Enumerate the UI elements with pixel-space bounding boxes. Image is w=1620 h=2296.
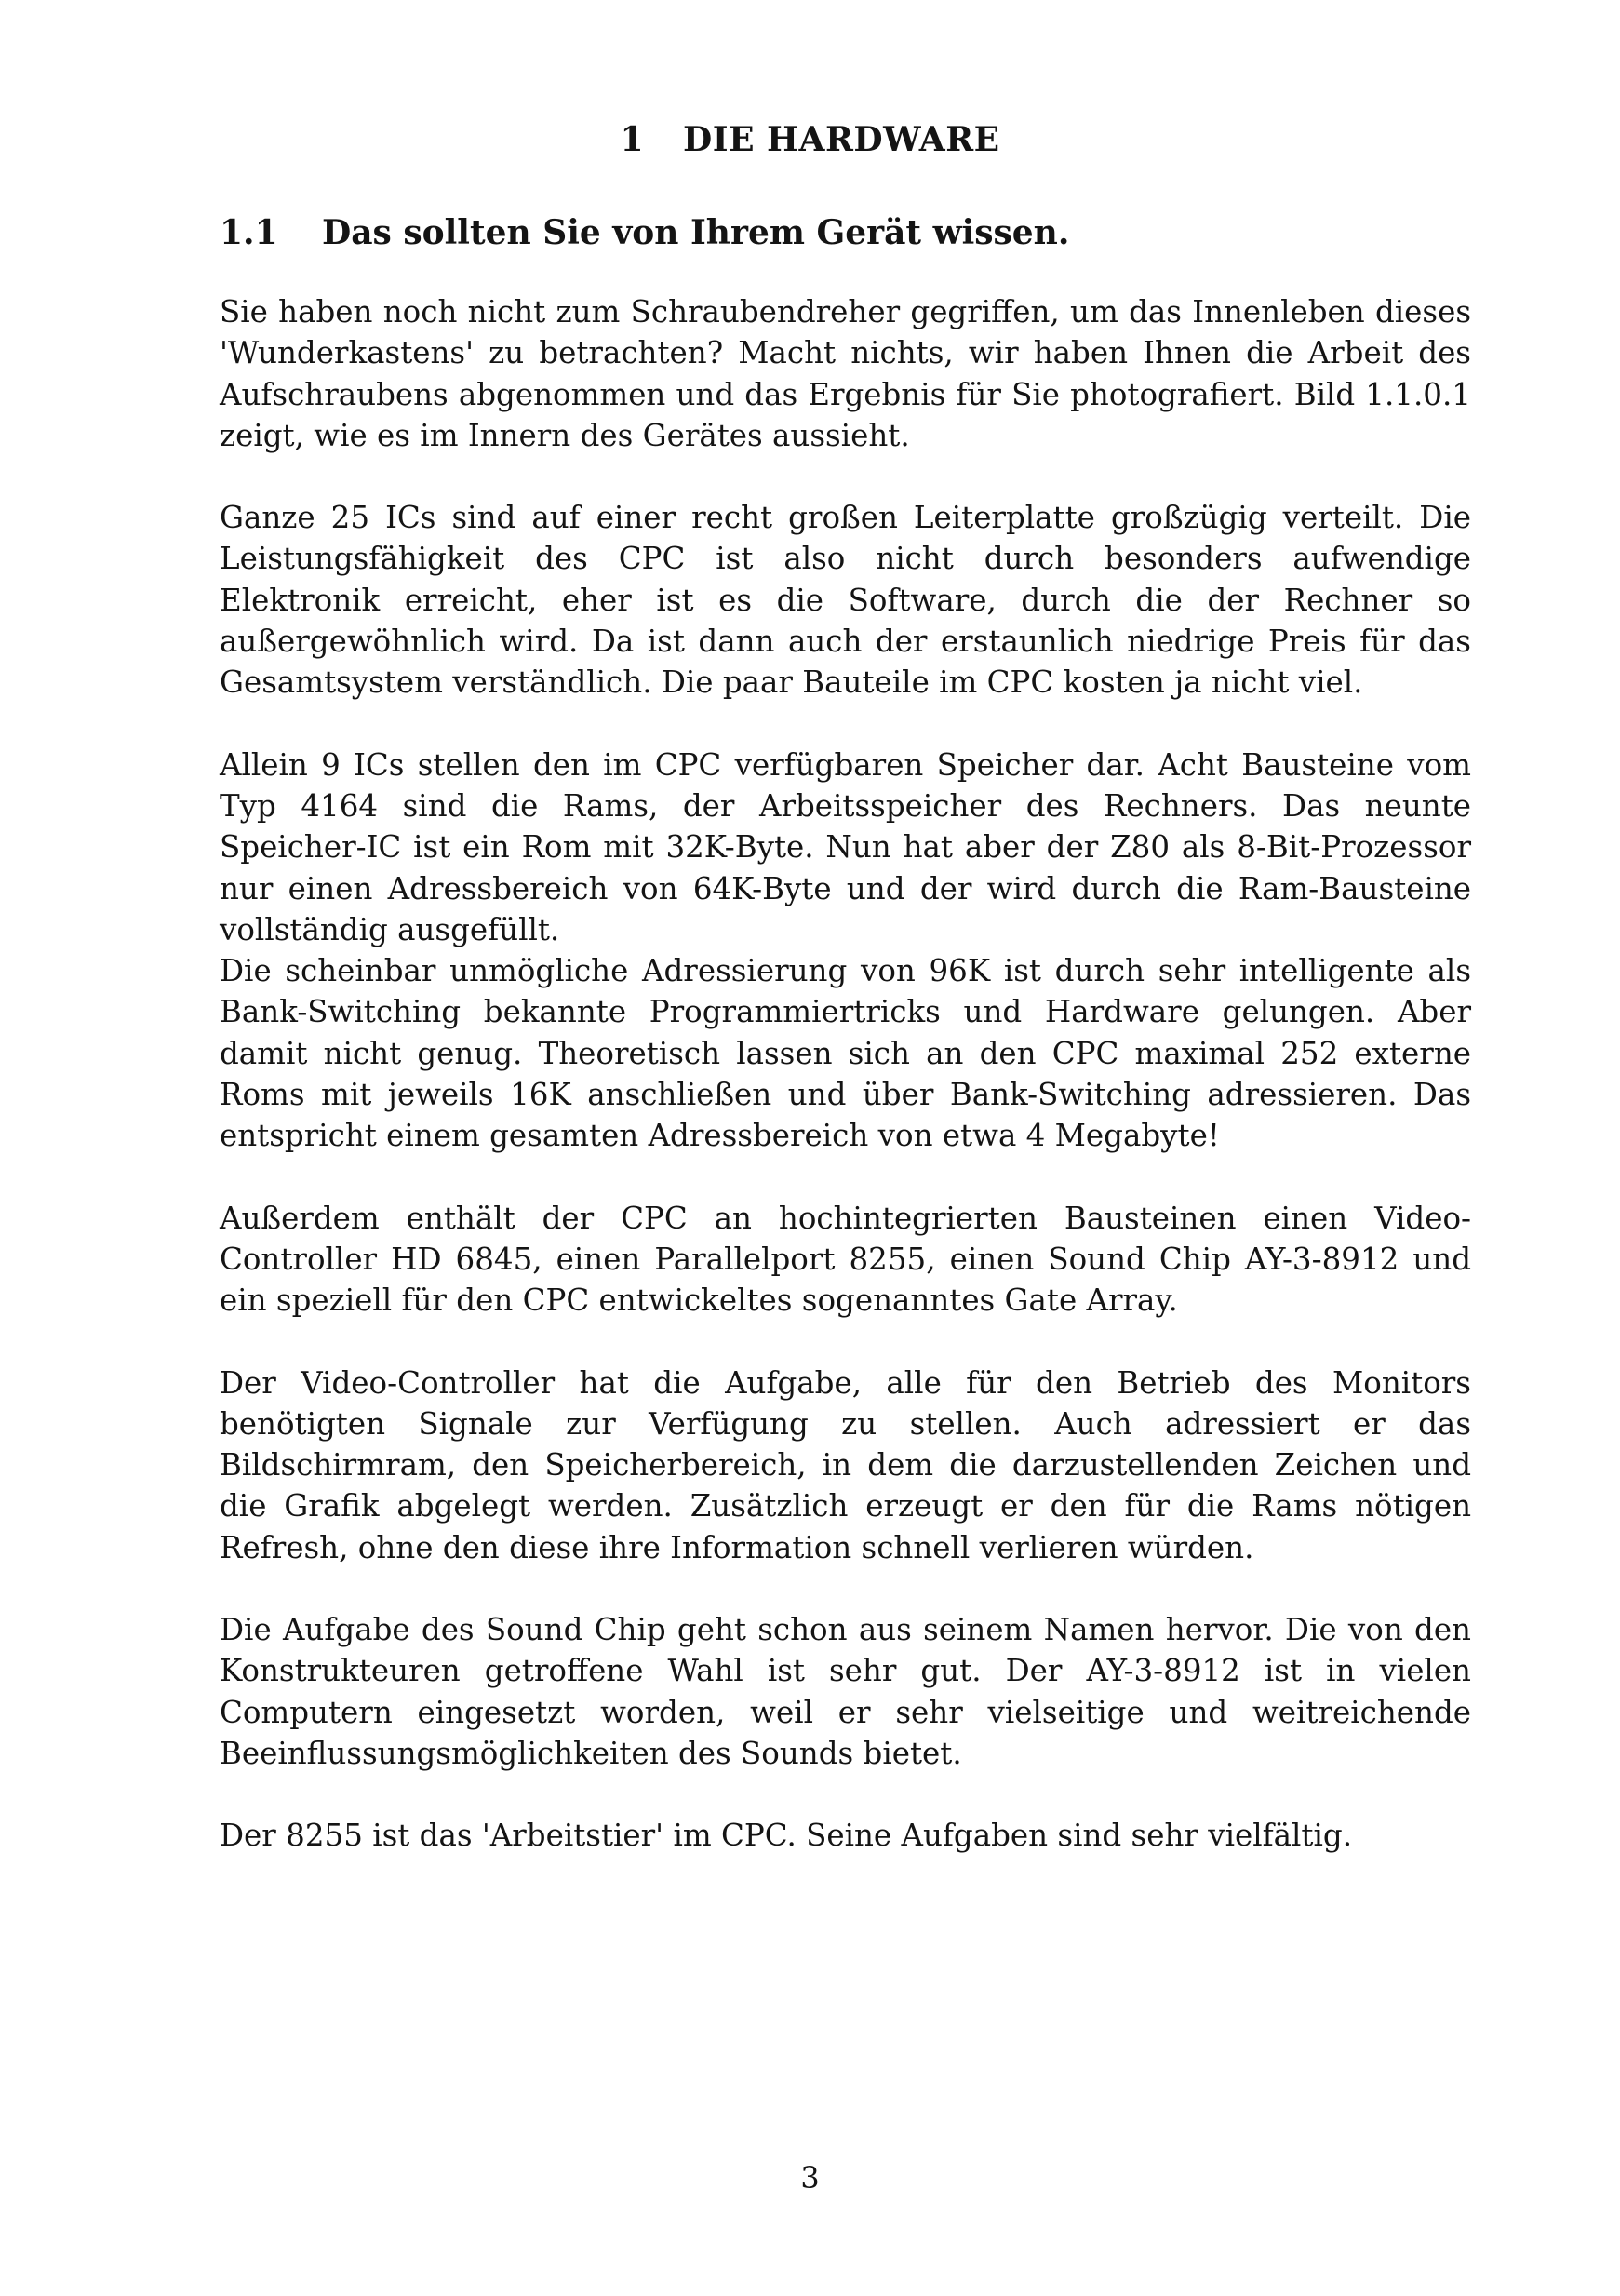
paragraph-video-controller: Der Video-Controller hat die Aufgabe, alle für den Betrieb des Monitors benötigten Signale zur Verfügung zu stellen. Auch adressiert er das Bildschirmram, den Speicherbereich, in dem die darzustellenden Zeichen und die Grafik abgelegt werden. Zusätzlich erzeugt er den für die Rams nötigen Refresh, ohne den diese ihre Information schnell verlieren würden. bbox=[220, 1364, 1471, 1565]
paragraph-bank-switching: Die scheinbar unmögliche Adressierung von 96K ist durch sehr intelligente als Bank-Switching bekannte Programmiertricks und Hardware gelungen. Aber damit nicht genug. Theoretisch lassen sich an den CPC maximal 252 externe Roms mit jeweils 16K anschließen und über Bank-Switching adressieren. Das entspricht einem gesamten Adressbereich von etwa 4 Megabyte! bbox=[220, 953, 1471, 1154]
section-number: 1.1 bbox=[220, 213, 278, 252]
paragraph-8255: Der 8255 ist das 'Arbeitstier' im CPC. Seine Aufgaben sind sehr vielfältig. bbox=[220, 1818, 1353, 1854]
paragraph-intro: Sie haben noch nicht zum Schraubendreher gegriffen, um das Innenleben dieses 'Wunderkastens' zu betrachten? Macht nichts, wir haben Ihnen die Arbeit des Aufschraubens abgenommen und das Ergebnis für Sie photografiert. Bild 1.1.0.1 zeigt, wie es im Innern des Gerätes aussieht. bbox=[220, 294, 1471, 453]
section-title: Das sollten Sie von Ihrem Gerät wissen. bbox=[322, 213, 1070, 252]
chapter-title: DIE HARDWARE bbox=[683, 120, 1000, 159]
body-text bbox=[220, 291, 1471, 1857]
paragraph-sound-chip: Die Aufgabe des Sound Chip geht schon aus seinem Namen hervor. Die von den Konstrukteuren getroffene Wahl ist sehr gut. Der AY-3-8912 ist in vielen Computern eingesetzt worden, weil er sehr vielseitige und weitreichende Beeinflussungsmöglichkeiten des Sounds bietet. bbox=[220, 1612, 1471, 1771]
section-heading bbox=[220, 212, 1069, 253]
paragraph-memory: Allein 9 ICs stellen den im CPC verfügbaren Speicher dar. Acht Bausteine vom Typ 4164 sind die Rams, der Arbeitsspeicher des Rechners. Das neunte Speicher-IC ist ein Rom mit 32K-Byte. Nun hat aber der Z80 als 8-Bit-Prozessor nur einen Adressbereich von 64K-Byte und der wird durch die Ram-Bausteine vollständig ausgefüllt. bbox=[220, 746, 1471, 947]
paragraph-ics: Ganze 25 ICs sind auf einer recht großen Leiterplatte großzügig verteilt. Die Leistungsfähigkeit des CPC ist also nicht durch besonders aufwendige Elektronik erreicht, eher ist es die Software, durch die der Rechner so außergewöhnlich wird. Da ist dann auch der erstaunlich niedrige Preis für das Gesamtsystem verständlich. Die paar Bauteile im CPC kosten ja nicht viel. bbox=[220, 500, 1471, 701]
page-number: 3 bbox=[800, 2160, 820, 2195]
chapter-number: 1 bbox=[620, 120, 645, 159]
paragraph-chips: Außerdem enthält der CPC an hochintegrierten Bausteinen einen Video-Controller HD 6845, einen Parallelport 8255, einen Sound Chip AY-3-8912 und ein speziell für den CPC entwickeltes sogenanntes Gate Array. bbox=[220, 1200, 1471, 1319]
chapter-heading bbox=[0, 119, 1620, 160]
